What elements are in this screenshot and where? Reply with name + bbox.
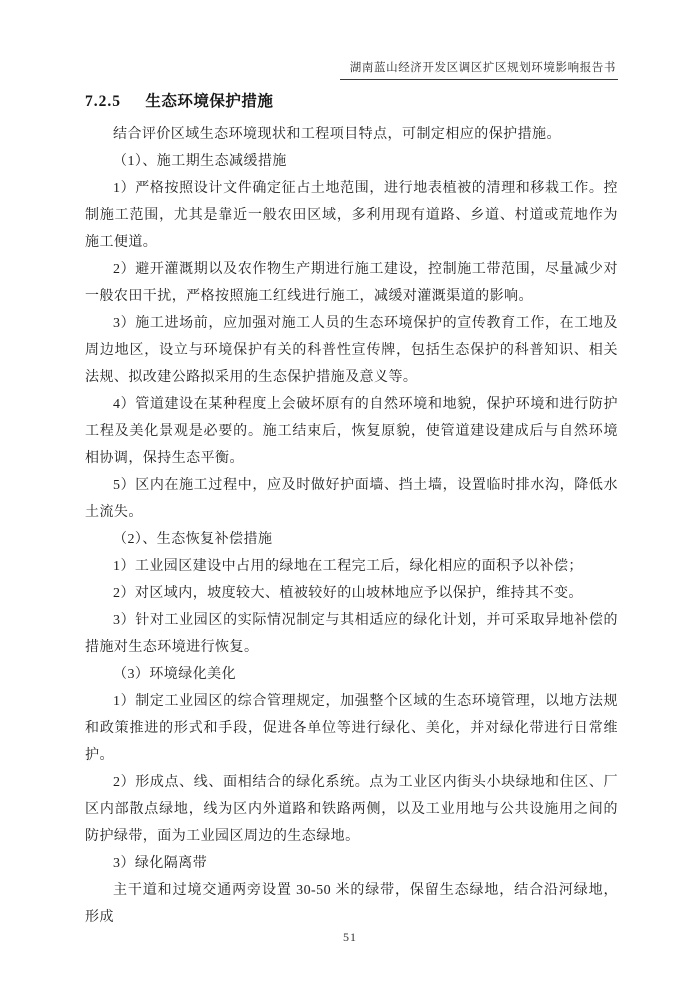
section-title: 生态环境保护措施	[145, 93, 274, 110]
paragraph: 1）制定工业园区的综合管理规定，加强整个区域的生态环境管理，以地方法规和政策推进的形式和手段，促进各单位等进行绿化、美化，并对绿化带进行日常维护。	[85, 694, 618, 763]
paragraph: （3）环境绿化美化	[113, 667, 237, 682]
page-footer	[0, 928, 700, 946]
paragraph: 4）管道建设在某种程度上会破坏原有的自然环境和地貌，保护环境和进行防护工程及美化景观是必要的。施工结束后，恢复原貌，使管道建设建成后与自然环境相协调，保持生态平衡。	[85, 397, 618, 466]
paragraph: 结合评价区域生态环境现状和工程项目特点，可制定相应的保护措施。	[113, 127, 561, 142]
paragraph: （1）、施工期生态减缓措施	[113, 154, 287, 169]
page-number: 51	[343, 930, 357, 944]
document-body	[85, 121, 618, 931]
paragraph: 1）工业园区建设中占用的绿地在工程完工后，绿化相应的面积予以补偿；	[113, 559, 583, 574]
page-header	[85, 58, 618, 80]
paragraph: 2）对区域内，坡度较大、植被较好的山坡林地应予以保护，维持其不变。	[113, 586, 583, 601]
paragraph: 2）形成点、线、面相结合的绿化系统。点为工业区内街头小块绿地和住区、厂区内部散点绿地，线为区内外道路和铁路两侧，以及工业用地与公共设施用之间的防护绿带，面为工业园区周边的生态绿地。	[85, 775, 618, 844]
paragraph: 2）避开灌溉期以及农作物生产期进行施工建设，控制施工带范围，尽量减少对一般农田干扰，严格按照施工红线进行施工，减缓对灌溉渠道的影响。	[85, 262, 618, 304]
section-heading	[85, 89, 618, 111]
paragraph: 3）针对工业园区的实际情况制定与其相适应的绿化计划，并可采取异地补偿的措施对生态环境进行恢复。	[85, 613, 618, 655]
paragraph: （2）、生态恢复补偿措施	[113, 532, 273, 547]
paragraph: 3）绿化隔离带	[113, 856, 208, 871]
paragraph: 3）施工进场前，应加强对施工人员的生态环境保护的宣传教育工作，在工地及周边地区，设立与环境保护有关的科普性宣传牌，包括生态保护的科普知识、相关法规、拟改建公路拟采用的生态保护措施及意义等。	[85, 316, 618, 385]
paragraph: 1）严格按照设计文件确定征占土地范围，进行地表植被的清理和移栽工作。控制施工范围，尤其是靠近一般农田区域，多利用现有道路、乡道、村道或荒地作为施工便道。	[85, 181, 618, 250]
paragraph: 5）区内在施工过程中，应及时做好护面墙、挡土墙，设置临时排水沟，降低水土流失。	[85, 478, 618, 520]
section-number: 7.2.5	[85, 93, 121, 110]
paragraph: 主干道和过境交通两旁设置 30-50 米的绿带，保留生态绿地，结合沿河绿地，形成	[85, 883, 618, 925]
header-title: 湖南蓝山经济开发区调区扩区规划环境影响报告书	[340, 59, 618, 80]
